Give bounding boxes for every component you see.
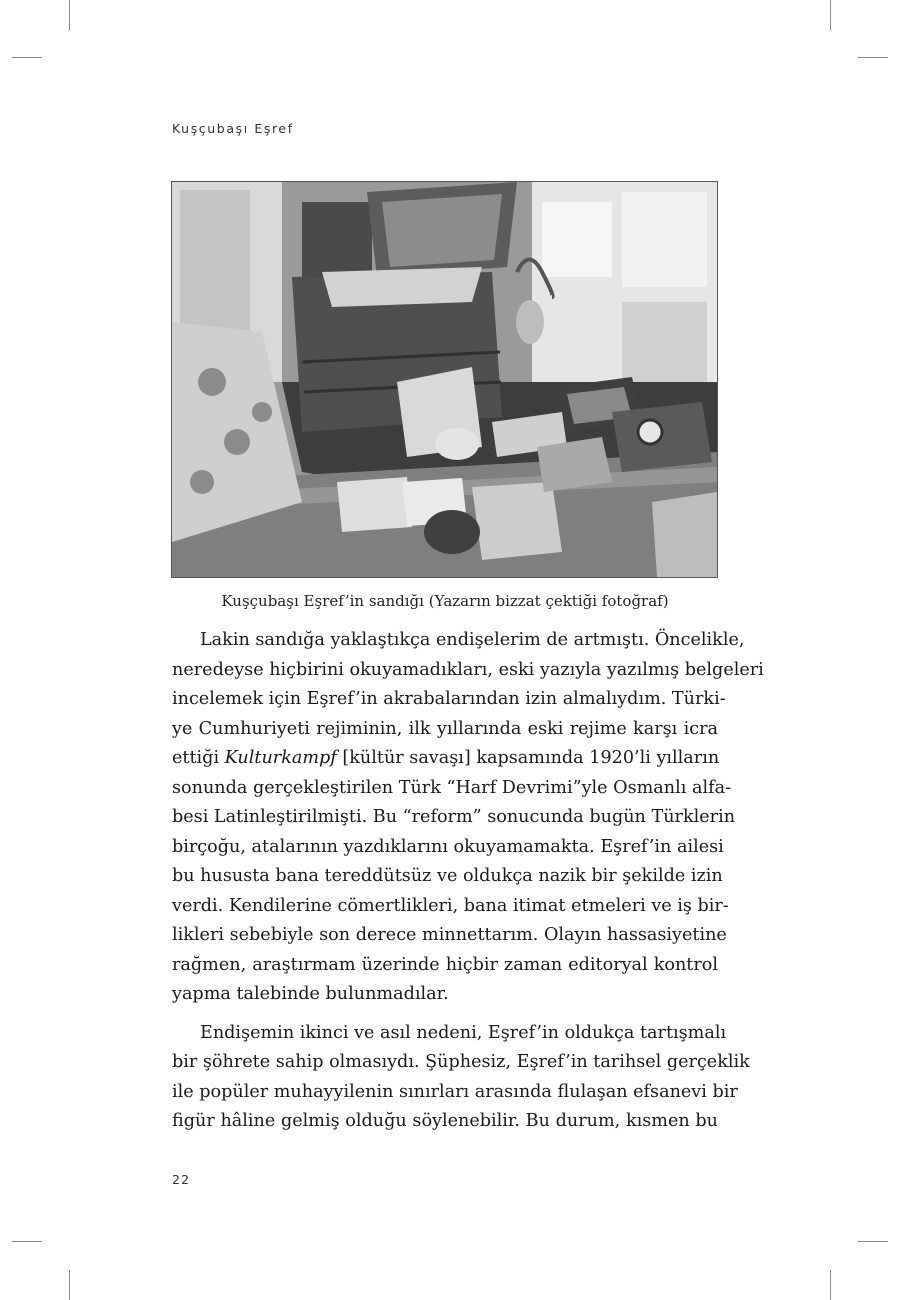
text-line: sonunda gerçekleştirilen Türk “Harf Devrimi”yle Osmanlı alfa- [172,777,732,798]
chest-photograph [171,181,718,578]
text-line: besi Latinleştirilmişti. Bu “reform” sonucunda bugün Türklerin [172,807,736,827]
body-text [172,626,764,1137]
text-run: ettiği [172,748,225,768]
crop-mark-left-top [12,57,42,58]
text-line: yapma talebinde bulunmadılar. [172,984,449,1004]
crop-mark-right-top [858,57,888,58]
text-line: bir şöhrete sahip olmasıydı. Şüphesiz, Eşref’in tarihsel gerçeklik [172,1052,750,1072]
text-line: Endişemin ikinci ve asıl nedeni, Eşref’in oldukça tartışmalı [200,1022,727,1043]
text-line: birçoğu, atalarının yazdıklarını okuyamamakta. Eşref’in ailesi [172,836,724,857]
crop-mark-top-left [69,0,70,30]
crop-mark-bottom-right [830,1270,831,1300]
text-line: neredeyse hiçbirini okuyamadıkları, eski yazıyla yazılmış belgeleri [172,659,764,680]
text-line: likleri sebebiyle son derece minnettarım. Olayın hassasiyetine [172,925,727,945]
text-line: ye Cumhuriyeti rejiminin, ilk yıllarında eski rejime karşı icra [172,718,718,739]
running-head: Kuşçubaşı Eşref [172,121,294,136]
text-line: verdi. Kendilerine cömertlikleri, bana itimat etmeleri ve iş bir- [172,895,729,916]
italic-term: Kulturkampf [224,748,337,768]
crop-mark-left-bottom [12,1241,42,1242]
paragraph [172,626,764,1010]
text-line: incelemek için Eşref’in akrabalarından izin almalıydım. Türki- [172,689,726,709]
text-line: ile popüler muhayyilenin sınırları arasında flulaşan efsanevi bir [172,1081,738,1102]
text-run: [kültür savaşı] kapsamında 1920’li yılların [336,748,720,768]
photo-caption: Kuşçubaşı Eşref’in sandığı (Yazarın bizzat çektiği fotoğraf) [221,592,669,610]
text-line: figür hâline gelmiş olduğu söylenebilir. Bu durum, kısmen bu [172,1111,718,1131]
text-line: Lakin sandığa yaklaştıkça endişelerim de artmıştı. Öncelikle, [200,630,745,650]
text-line-with-italic [172,744,718,774]
text-line: rağmen, araştırmam üzerinde hiçbir zaman editoryal kontrol [172,954,718,975]
paragraph [172,1019,750,1137]
crop-mark-bottom-left [69,1270,70,1300]
crop-mark-top-right [830,0,831,30]
crop-mark-right-bottom [858,1241,888,1242]
text-line: bu hususta bana tereddütsüz ve oldukça nazik bir şekilde izin [172,866,723,886]
page-number: 22 [172,1172,191,1187]
